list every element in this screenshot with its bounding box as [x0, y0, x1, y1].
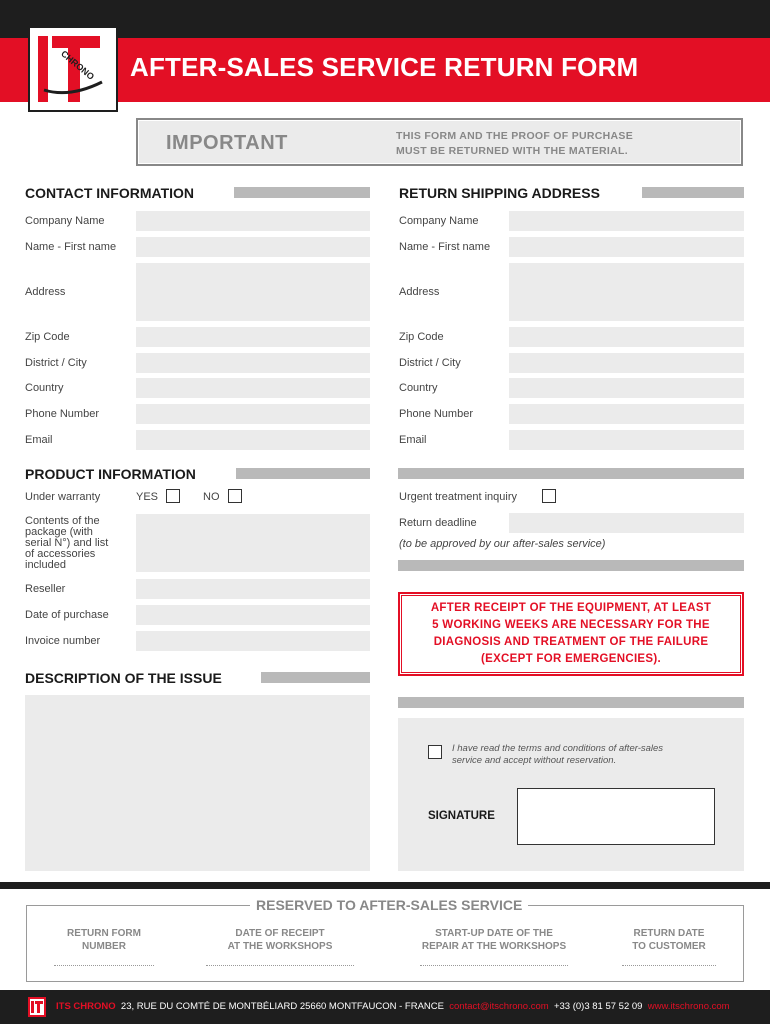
shipping-company-label: Company Name	[399, 215, 479, 227]
receipt-date-field[interactable]	[206, 965, 354, 966]
contents-label-line: included	[25, 559, 66, 571]
shipping-name-label: Name - First name	[399, 241, 491, 253]
reseller-label: Reseller	[25, 583, 66, 595]
shipping-city-label: District / City	[399, 357, 461, 369]
issue-right-bar	[398, 697, 744, 708]
contact-country-field[interactable]	[136, 378, 370, 398]
shipping-address-label: Address	[399, 286, 440, 298]
footer-logo	[28, 997, 46, 1017]
purchase-date-field[interactable]	[136, 605, 370, 625]
contents-field[interactable]	[136, 514, 370, 572]
alert-line: DIAGNOSIS AND TREATMENT OF THE FAILURE	[433, 636, 709, 648]
footer-address: 23, RUE DU COMTÉ DE MONTBÉLIARD 25660 MONTFAUCON - FRANCE	[120, 1001, 444, 1012]
invoice-field[interactable]	[136, 631, 370, 651]
return-date-field[interactable]	[622, 965, 716, 966]
warranty-yes-label: YES	[136, 491, 159, 503]
reserved-col-line: START-UP DATE OF THE	[435, 928, 553, 939]
deadline-note: (to be approved by our after-sales service)	[399, 538, 606, 550]
reserved-title: RESERVED TO AFTER-SALES SERVICE	[250, 897, 528, 913]
product-section-bar	[236, 468, 370, 479]
contact-phone-label: Phone Number	[25, 408, 99, 420]
deadline-bar	[398, 560, 744, 571]
warranty-no-checkbox[interactable]	[228, 489, 242, 503]
deadline-label: Return deadline	[399, 517, 477, 529]
reserved-col-line: REPAIR AT THE WORKSHOPS	[421, 941, 567, 952]
contact-address-label: Address	[25, 286, 66, 298]
reserved-col-line: AT THE WORKSHOPS	[227, 941, 333, 952]
signature-label: SIGNATURE	[428, 810, 495, 822]
reserved-col-line: DATE OF RECEIPT	[235, 928, 325, 939]
reserved-col-line: RETURN DATE	[633, 928, 705, 939]
reserved-col-line: RETURN FORM	[67, 928, 141, 939]
footer-email-link[interactable]: contact@itschrono.com	[449, 1001, 549, 1012]
contact-section-title: CONTACT INFORMATION	[25, 185, 195, 201]
reserved-col-receipt	[205, 927, 355, 953]
contents-label-line: Contents of the	[25, 515, 100, 527]
alert-line: (EXCEPT FOR EMERGENCIES).	[480, 653, 662, 665]
reserved-col-startup	[410, 927, 578, 953]
shipping-phone-label: Phone Number	[399, 408, 473, 420]
contact-company-field[interactable]	[136, 211, 370, 231]
footer-text	[56, 1001, 730, 1012]
shipping-section-title: RETURN SHIPPING ADDRESS	[399, 185, 600, 201]
shipping-city-field[interactable]	[509, 353, 744, 373]
shipping-name-field[interactable]	[509, 237, 744, 257]
shipping-email-label: Email	[399, 434, 427, 446]
contents-label	[25, 516, 108, 571]
issue-section-bar	[261, 672, 370, 683]
reserved-col-line: TO CUSTOMER	[632, 941, 706, 952]
contact-company-label: Company Name	[25, 215, 105, 227]
alert-line: AFTER RECEIPT OF THE EQUIPMENT, AT LEAST	[430, 602, 712, 614]
form-title: AFTER-SALES SERVICE RETURN FORM	[130, 52, 639, 82]
product-right-bar	[398, 468, 744, 479]
terms-checkbox[interactable]	[428, 745, 442, 759]
divider-bar	[0, 882, 770, 889]
alert-line: 5 WORKING WEEKS ARE NECESSARY FOR THE	[432, 619, 710, 631]
issue-section-title: DESCRIPTION OF THE ISSUE	[25, 670, 222, 686]
shipping-country-label: Country	[399, 382, 438, 394]
issue-description-field[interactable]	[25, 695, 370, 871]
signature-field[interactable]	[517, 788, 715, 845]
note-line-1: THIS FORM AND THE PROOF OF PURCHASE	[396, 130, 634, 142]
contact-country-label: Country	[25, 382, 64, 394]
contact-zip-label: Zip Code	[25, 331, 70, 343]
important-note	[396, 129, 633, 159]
contact-email-field[interactable]	[136, 430, 370, 450]
shipping-phone-field[interactable]	[509, 404, 744, 424]
contact-name-field[interactable]	[136, 237, 370, 257]
shipping-country-field[interactable]	[509, 378, 744, 398]
footer-web-link[interactable]: www.itschrono.com	[647, 1001, 730, 1012]
shipping-section-bar	[642, 187, 744, 198]
product-section-title: PRODUCT INFORMATION	[25, 466, 196, 482]
contact-email-label: Email	[25, 434, 53, 446]
note-line-2: MUST BE RETURNED WITH THE MATERIAL.	[396, 145, 628, 157]
shipping-zip-field[interactable]	[509, 327, 744, 347]
urgent-label: Urgent treatment inquiry	[399, 491, 517, 503]
purchase-date-label: Date of purchase	[25, 609, 109, 621]
contents-label-line: serial N°) and list	[25, 537, 109, 549]
important-label: IMPORTANT	[166, 132, 288, 154]
contact-city-field[interactable]	[136, 353, 370, 373]
reserved-col-return-form	[45, 927, 163, 953]
warranty-yes-checkbox[interactable]	[166, 489, 180, 503]
shipping-zip-label: Zip Code	[399, 331, 444, 343]
terms-text	[452, 743, 663, 767]
contents-label-line: of accessories	[25, 548, 96, 560]
shipping-email-field[interactable]	[509, 430, 744, 450]
deadline-field[interactable]	[509, 513, 744, 533]
contact-zip-field[interactable]	[136, 327, 370, 347]
reserved-col-return-date	[614, 927, 724, 953]
contact-address-field[interactable]	[136, 263, 370, 321]
svg-text:CHRONO: CHRONO	[59, 48, 97, 82]
invoice-label: Invoice number	[25, 635, 101, 647]
terms-line: service and accept without reservation.	[452, 755, 617, 766]
reserved-col-line: NUMBER	[82, 941, 126, 952]
its-chrono-logo	[28, 26, 118, 112]
reseller-field[interactable]	[136, 579, 370, 599]
startup-date-field[interactable]	[420, 965, 568, 966]
footer-brand: ITS CHRONO	[56, 1001, 116, 1012]
shipping-company-field[interactable]	[509, 211, 744, 231]
contact-phone-field[interactable]	[136, 404, 370, 424]
shipping-address-field[interactable]	[509, 263, 744, 321]
contact-city-label: District / City	[25, 357, 87, 369]
terms-line: I have read the terms and conditions of after-sales	[452, 743, 664, 754]
warranty-label: Under warranty	[25, 491, 101, 503]
alert-text	[404, 600, 738, 668]
contents-label-line: package (with	[25, 526, 93, 538]
contact-name-label: Name - First name	[25, 241, 117, 253]
return-form-number-field[interactable]	[54, 965, 154, 966]
urgent-checkbox[interactable]	[542, 489, 556, 503]
warranty-no-label: NO	[203, 491, 220, 503]
footer-phone: +33 (0)3 81 57 52 09	[553, 1001, 643, 1012]
contact-section-bar	[234, 187, 370, 198]
